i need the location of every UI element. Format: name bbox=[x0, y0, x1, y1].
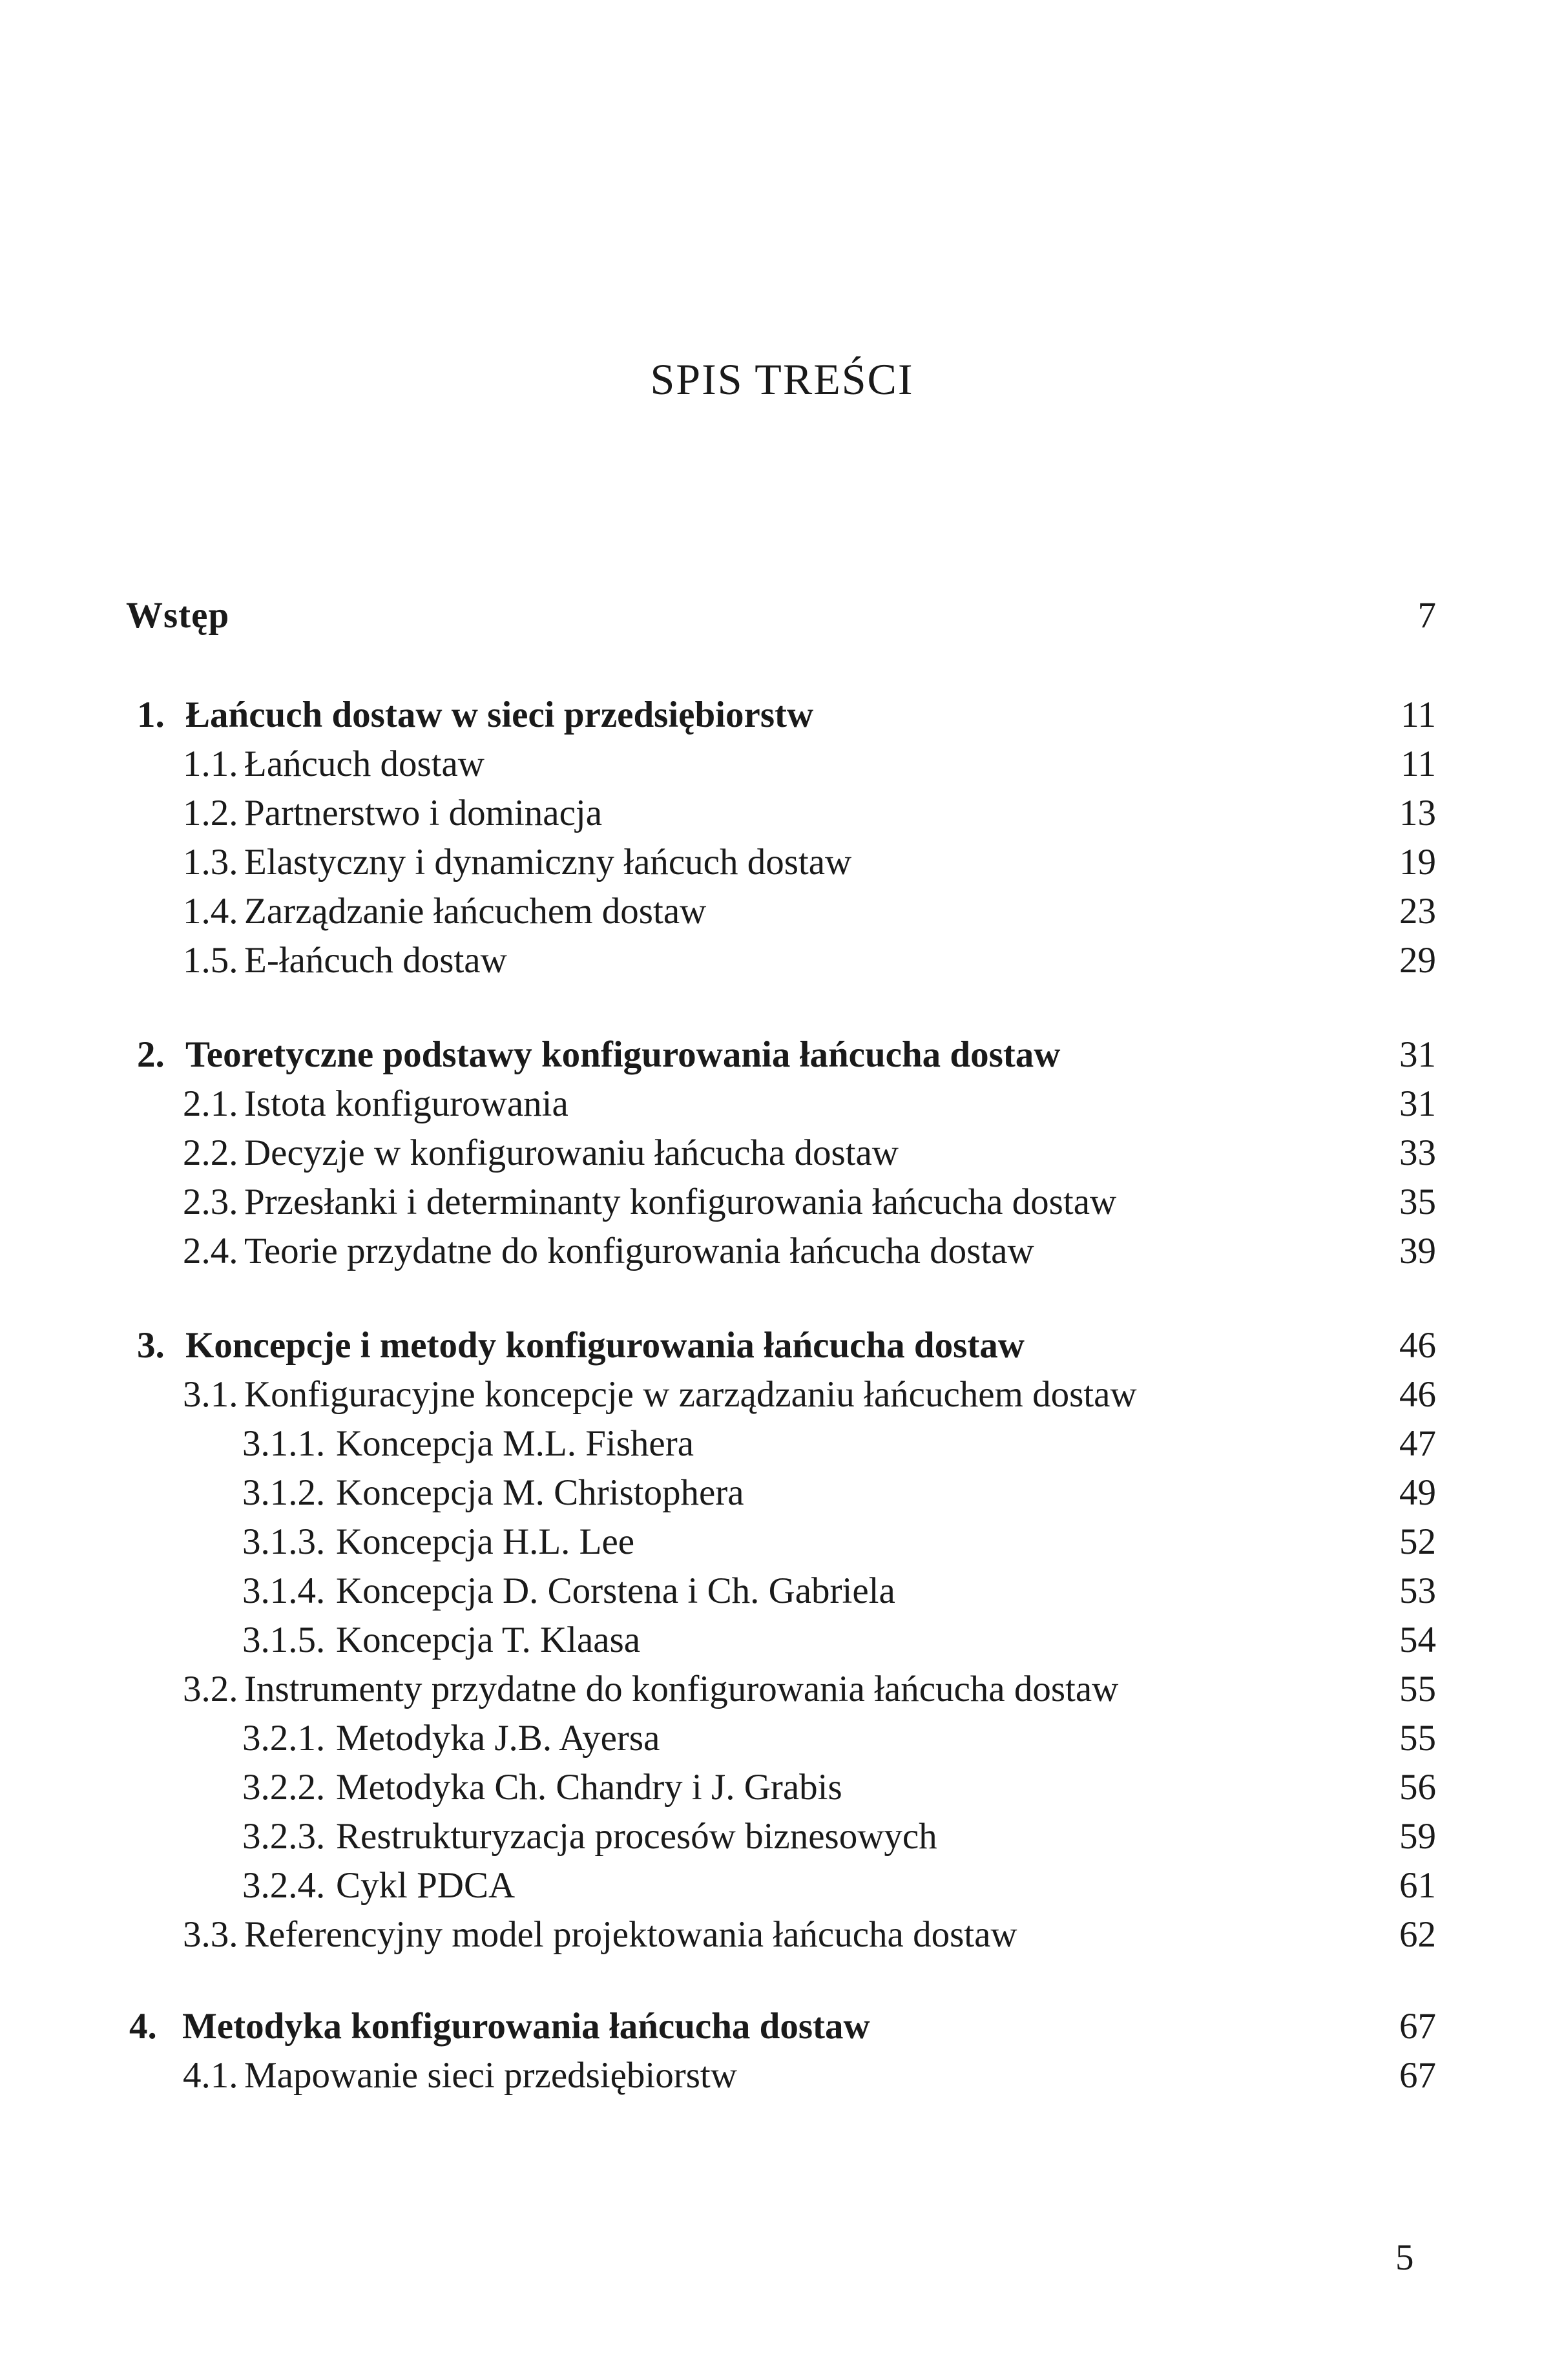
toc-entry-label: Koncepcja M. Christophera bbox=[336, 1472, 744, 1513]
toc-entry-page: 62 bbox=[1399, 1914, 1436, 1955]
toc-entry-page: 61 bbox=[1399, 1865, 1436, 1906]
toc-section-2-3[interactable] bbox=[183, 1181, 1436, 1233]
toc-entry-page: 54 bbox=[1399, 1620, 1436, 1660]
toc-section-3-2[interactable] bbox=[183, 1668, 1436, 1720]
toc-entry-page: 29 bbox=[1399, 940, 1436, 981]
toc-entry-page: 55 bbox=[1399, 1669, 1436, 1709]
toc-entry-page: 52 bbox=[1399, 1521, 1436, 1562]
toc-subsection-3-2-4[interactable] bbox=[242, 1864, 1436, 1916]
toc-entry-label: Metodyka J.B. Ayersa bbox=[336, 1718, 660, 1759]
toc-subsection-3-1-5[interactable] bbox=[242, 1619, 1436, 1671]
page-title: SPIS TREŚCI bbox=[650, 355, 914, 404]
toc-entry-page: 49 bbox=[1399, 1472, 1436, 1513]
toc-entry-label: Teorie przydatne do konfigurowania łańcucha dostaw bbox=[244, 1231, 1034, 1271]
toc-entry-number: 3.3. bbox=[183, 1914, 238, 1955]
toc-subsection-3-2-3[interactable] bbox=[242, 1815, 1436, 1867]
toc-section-1-4[interactable] bbox=[183, 890, 1436, 942]
toc-entry-label: Partnerstwo i dominacja bbox=[244, 793, 603, 833]
toc-entry-number: 4. bbox=[129, 2006, 157, 2047]
toc-subsection-3-1-2[interactable] bbox=[242, 1472, 1436, 1523]
toc-entry-page: 35 bbox=[1399, 1182, 1436, 1222]
toc-entry-number: 4.1. bbox=[183, 2055, 238, 2096]
toc-entry-page: 31 bbox=[1399, 1034, 1436, 1075]
toc-section-2-1[interactable] bbox=[183, 1083, 1436, 1134]
toc-entry-label: Restrukturyzacja procesów biznesowych bbox=[336, 1816, 937, 1857]
toc-entry-page: 13 bbox=[1399, 793, 1436, 833]
toc-section-1-3[interactable] bbox=[183, 841, 1436, 893]
toc-section-4-1[interactable] bbox=[183, 2054, 1436, 2106]
toc-entry-number: 1.1. bbox=[183, 744, 238, 784]
toc-section-3-1[interactable] bbox=[183, 1373, 1436, 1425]
toc-chapter-3[interactable] bbox=[137, 1324, 1436, 1376]
toc-entry-number: 1.5. bbox=[183, 940, 238, 981]
toc-entry-page: 55 bbox=[1399, 1718, 1436, 1759]
toc-entry-label: Łańcuch dostaw w sieci przedsiębiorstw bbox=[185, 694, 814, 735]
toc-entry-intro[interactable] bbox=[126, 594, 1436, 646]
toc-entry-page: 7 bbox=[1417, 595, 1436, 636]
toc-entry-label: Łańcuch dostaw bbox=[244, 744, 485, 784]
toc-entry-number: 3.1.2. bbox=[242, 1472, 326, 1513]
toc-entry-number: 3.1.3. bbox=[242, 1521, 326, 1562]
toc-entry-number: 3.2. bbox=[183, 1669, 238, 1709]
toc-entry-number: 1.3. bbox=[183, 842, 238, 882]
toc-subsection-3-1-3[interactable] bbox=[242, 1521, 1436, 1572]
toc-section-2-2[interactable] bbox=[183, 1132, 1436, 1184]
toc-subsection-3-1-4[interactable] bbox=[242, 1570, 1436, 1622]
toc-entry-label: Wstęp bbox=[126, 595, 230, 636]
toc-entry-page: 67 bbox=[1399, 2006, 1436, 2047]
toc-entry-label: Elastyczny i dynamiczny łańcuch dostaw bbox=[244, 842, 852, 882]
toc-entry-page: 19 bbox=[1399, 842, 1436, 882]
toc-entry-number: 3.2.2. bbox=[242, 1767, 326, 1808]
toc-subsection-3-2-2[interactable] bbox=[242, 1766, 1436, 1818]
toc-section-2-4[interactable] bbox=[183, 1230, 1436, 1282]
toc-entry-label: Teoretyczne podstawy konfigurowania łańcucha dostaw bbox=[185, 1034, 1061, 1075]
toc-section-1-1[interactable] bbox=[183, 743, 1436, 795]
toc-entry-number: 3.1.5. bbox=[242, 1620, 326, 1660]
toc-entry-number: 3.2.4. bbox=[242, 1865, 326, 1906]
toc-chapter-2[interactable] bbox=[137, 1034, 1436, 1085]
toc-entry-label: Decyzje w konfigurowaniu łańcucha dostaw bbox=[244, 1133, 899, 1173]
toc-subsection-3-2-1[interactable] bbox=[242, 1717, 1436, 1769]
toc-entry-number: 2.4. bbox=[183, 1231, 238, 1271]
toc-entry-label: Koncepcja T. Klaasa bbox=[336, 1620, 641, 1660]
toc-chapter-4[interactable] bbox=[129, 2005, 1436, 2057]
toc-entry-label: Referencyjny model projektowania łańcucha dostaw bbox=[244, 1914, 1017, 1955]
toc-entry-number: 2.3. bbox=[183, 1182, 238, 1222]
toc-entry-label: E-łańcuch dostaw bbox=[244, 940, 507, 981]
toc-section-1-2[interactable] bbox=[183, 792, 1436, 844]
toc-entry-page: 11 bbox=[1401, 694, 1436, 735]
toc-entry-label: Istota konfigurowania bbox=[244, 1083, 568, 1124]
toc-entry-label: Koncepcja D. Corstena i Ch. Gabriela bbox=[336, 1571, 895, 1611]
toc-entry-page: 56 bbox=[1399, 1767, 1436, 1808]
toc-entry-label: Koncepcja M.L. Fishera bbox=[336, 1423, 694, 1464]
toc-entry-number: 1.2. bbox=[183, 793, 238, 833]
toc-entry-label: Metodyka konfigurowania łańcucha dostaw bbox=[182, 2006, 870, 2047]
toc-section-3-3[interactable] bbox=[183, 1914, 1436, 1965]
toc-entry-number: 1.4. bbox=[183, 891, 238, 932]
toc-entry-page: 31 bbox=[1399, 1083, 1436, 1124]
toc-entry-label: Cykl PDCA bbox=[336, 1865, 516, 1906]
toc-entry-page: 47 bbox=[1399, 1423, 1436, 1464]
toc-entry-label: Koncepcja H.L. Lee bbox=[336, 1521, 635, 1562]
toc-entry-page: 11 bbox=[1401, 744, 1436, 784]
toc-entry-number: 2.1. bbox=[183, 1083, 238, 1124]
toc-entry-page: 59 bbox=[1399, 1816, 1436, 1857]
toc-entry-page: 46 bbox=[1399, 1374, 1436, 1415]
toc-section-1-5[interactable] bbox=[183, 939, 1436, 991]
toc-entry-label: Metodyka Ch. Chandry i J. Grabis bbox=[336, 1767, 842, 1808]
toc-entry-label: Konfiguracyjne koncepcje w zarządzaniu łańcuchem dostaw bbox=[244, 1374, 1137, 1415]
toc-entry-number: 3. bbox=[137, 1325, 165, 1366]
toc-entry-label: Mapowanie sieci przedsiębiorstw bbox=[244, 2055, 737, 2096]
toc-entry-page: 53 bbox=[1399, 1571, 1436, 1611]
toc-entry-number: 3.1. bbox=[183, 1374, 238, 1415]
toc-entry-number: 3.1.1. bbox=[242, 1423, 326, 1464]
toc-entry-number: 3.2.3. bbox=[242, 1816, 326, 1857]
toc-entry-label: Instrumenty przydatne do konfigurowania łańcucha dostaw bbox=[244, 1669, 1119, 1709]
page-number: 5 bbox=[1395, 2237, 1414, 2278]
toc-entry-page: 33 bbox=[1399, 1133, 1436, 1173]
toc-entry-page: 46 bbox=[1399, 1325, 1436, 1366]
toc-subsection-3-1-1[interactable] bbox=[242, 1423, 1436, 1474]
toc-entry-label: Przesłanki i determinanty konfigurowania łańcucha dostaw bbox=[244, 1182, 1117, 1222]
toc-entry-label: Koncepcje i metody konfigurowania łańcucha dostaw bbox=[185, 1325, 1025, 1366]
toc-entry-number: 2. bbox=[137, 1034, 165, 1075]
toc-entry-number: 3.2.1. bbox=[242, 1718, 326, 1759]
toc-entry-number: 3.1.4. bbox=[242, 1571, 326, 1611]
toc-entry-number: 2.2. bbox=[183, 1133, 238, 1173]
toc-entry-label: Zarządzanie łańcuchem dostaw bbox=[244, 891, 707, 932]
toc-entry-page: 23 bbox=[1399, 891, 1436, 932]
toc-entry-number: 1. bbox=[137, 694, 165, 735]
toc-entry-page: 67 bbox=[1399, 2055, 1436, 2096]
toc-entry-page: 39 bbox=[1399, 1231, 1436, 1271]
toc-chapter-1[interactable] bbox=[137, 694, 1436, 746]
